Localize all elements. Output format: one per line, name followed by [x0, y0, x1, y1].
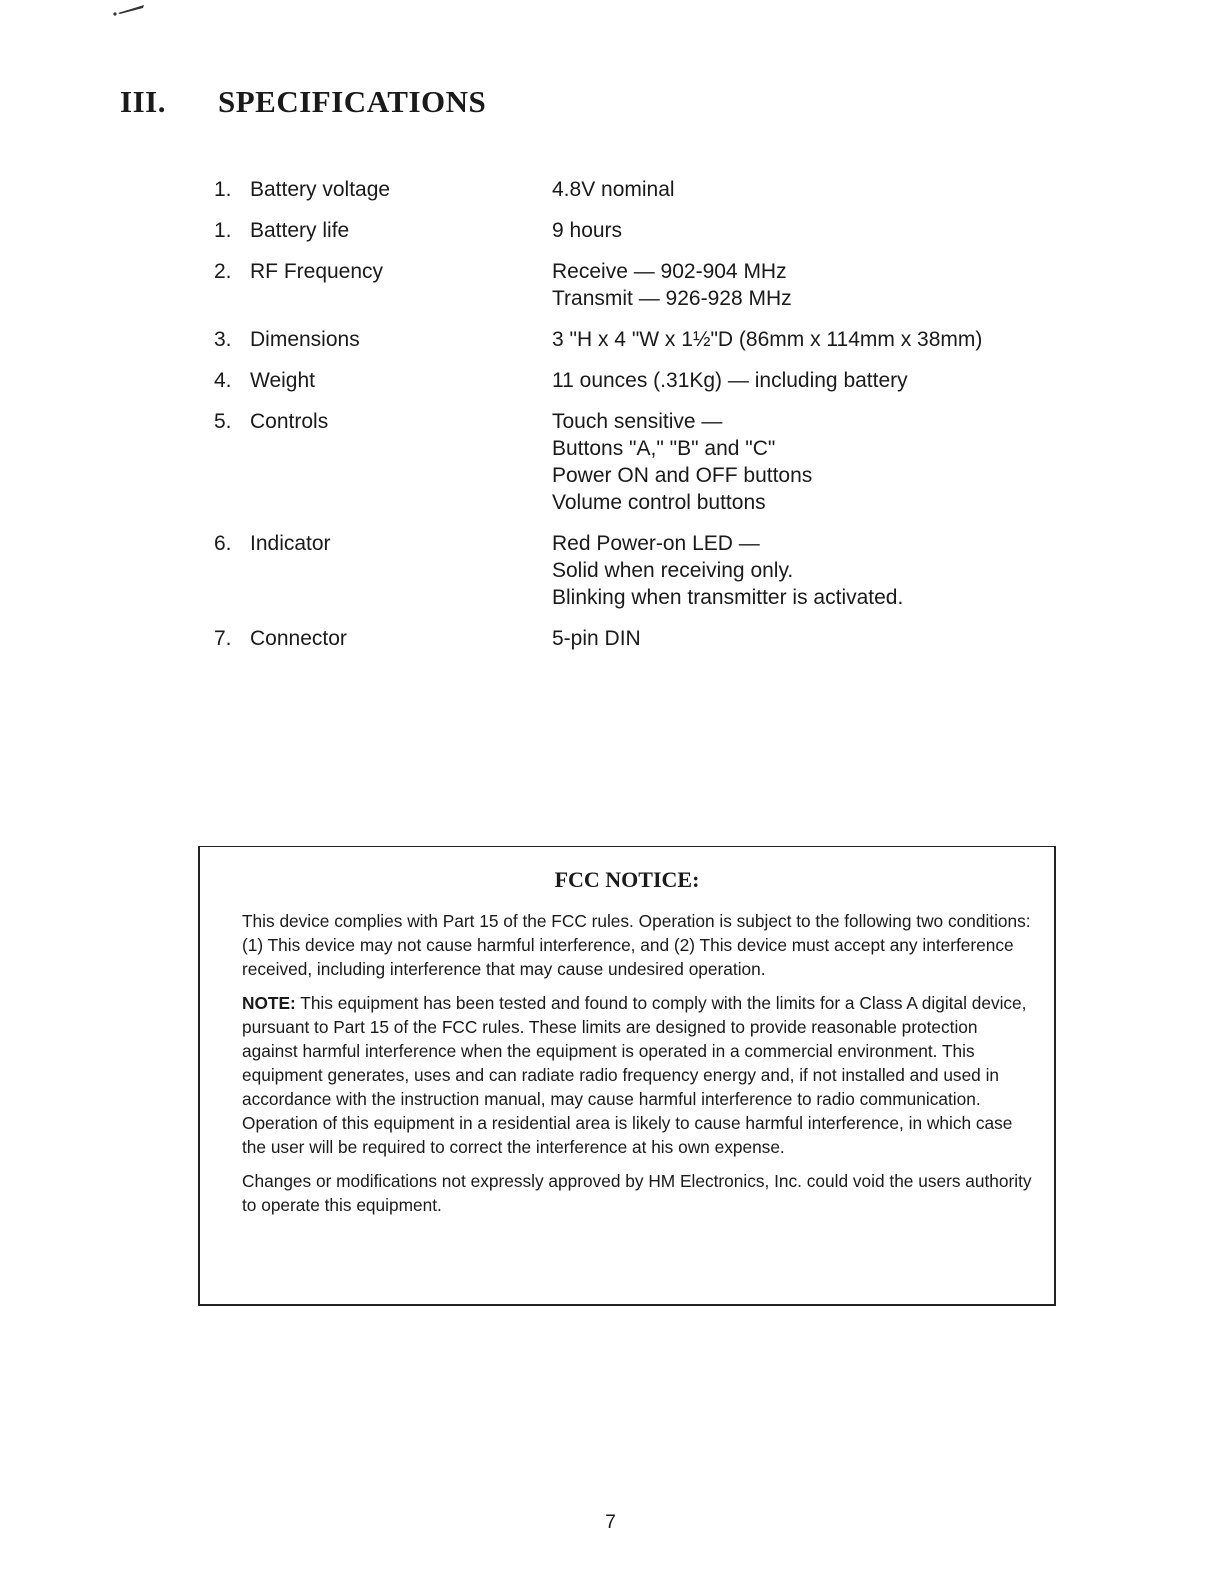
spec-value-line: Blinking when transmitter is activated.	[552, 586, 904, 609]
page-number: 7	[605, 1512, 616, 1533]
spec-index: 1.	[214, 178, 232, 201]
spec-label-text: Battery voltage	[250, 178, 391, 201]
spec-label	[214, 326, 552, 353]
spec-value-line: Power ON and OFF buttons	[552, 464, 813, 487]
spec-label-text: Weight	[250, 369, 315, 392]
spec-row	[214, 367, 1074, 394]
spec-row	[214, 326, 1074, 353]
fcc-notice-body	[242, 909, 1032, 1227]
spec-index: 4.	[214, 369, 232, 392]
spec-value	[552, 326, 982, 353]
spec-label	[214, 258, 552, 312]
spec-index: 3.	[214, 328, 232, 351]
spec-label	[214, 367, 552, 394]
spec-value-line: Volume control buttons	[552, 491, 766, 514]
spec-row	[214, 625, 1074, 652]
fcc-paragraph-conditions: This device complies with Part 15 of the FCC rules. Operation is subject to the following two conditions: (1) This device may not cause harmful interference, and (2) This device must accept any interference received, including interference that may cause undesired operation.	[242, 911, 1031, 979]
section-number: III.	[120, 84, 166, 119]
fcc-notice-title: FCC NOTICE:	[554, 867, 700, 892]
spec-index: 1.	[214, 219, 232, 242]
fcc-notice-box	[198, 846, 1056, 1306]
spec-value-line: Solid when receiving only.	[552, 559, 794, 582]
spec-index: 6.	[214, 532, 232, 555]
spec-row	[214, 408, 1074, 516]
spec-value-line: 9 hours	[552, 219, 623, 242]
spec-row	[214, 176, 1074, 203]
section-heading	[120, 84, 486, 120]
note-label: NOTE:	[242, 993, 296, 1013]
spec-value-line: Transmit — 926-928 MHz	[552, 287, 792, 310]
spec-label	[214, 408, 552, 516]
spec-label	[214, 217, 552, 244]
spec-value	[552, 367, 908, 394]
spec-label	[214, 176, 552, 203]
spec-value	[552, 217, 622, 244]
spec-label	[214, 625, 552, 652]
section-title: SPECIFICATIONS	[218, 84, 487, 119]
scan-mark	[110, 2, 146, 16]
spec-label-text: RF Frequency	[250, 260, 384, 283]
spec-value	[552, 408, 812, 516]
spec-index: 2.	[214, 260, 232, 283]
spec-label-text: Dimensions	[250, 328, 360, 351]
spec-value	[552, 258, 792, 312]
spec-row	[214, 530, 1074, 611]
spec-value-line: 4.8V nominal	[552, 178, 675, 201]
spec-value-line: Red Power-on LED —	[552, 532, 760, 555]
spec-label-text: Connector	[250, 627, 347, 650]
spec-list	[214, 176, 1074, 666]
fcc-paragraph-modifications: Changes or modifications not expressly approved by HM Electronics, Inc. could void the users authority to operate this equipment.	[242, 1171, 1032, 1215]
spec-value-line: Buttons "A," "B" and "C"	[552, 437, 776, 460]
spec-value-line: Receive — 902-904 MHz	[552, 260, 787, 283]
note-text: This equipment has been tested and found to comply with the limits for a Class A digital device, pursuant to Part 15 of the FCC rules. These limits are designed to provide reasonable protection against harmful interference when the equipment is operated in a commercial environment. This equipment generates, uses and can radiate radio frequency energy and, if not installed and used in accordance with the instruction manual, may cause harmful interference to radio communication. Operation of this equipment in a residential area is likely to cause harmful interference, in which case the user will be required to correct the interference at his own expense.	[242, 993, 1027, 1157]
spec-value	[552, 530, 903, 611]
spec-index: 7.	[214, 627, 232, 650]
fcc-paragraph-note	[242, 991, 1032, 1159]
spec-label-text: Battery life	[250, 219, 350, 242]
spec-value-line: 11 ounces (.31Kg) — including battery	[552, 369, 908, 392]
spec-label-text: Controls	[250, 410, 329, 433]
spec-index: 5.	[214, 410, 232, 433]
spec-value-line: 5-pin DIN	[552, 627, 641, 650]
spec-value-line: Touch sensitive —	[552, 410, 723, 433]
spec-row	[214, 217, 1074, 244]
spec-row	[214, 258, 1074, 312]
spec-value	[552, 176, 675, 203]
spec-value	[552, 625, 641, 652]
spec-label-text: Indicator	[250, 532, 331, 555]
spec-label	[214, 530, 552, 611]
spec-value-line: 3 "H x 4 "W x 1½"D (86mm x 114mm x 38mm)	[552, 328, 983, 351]
